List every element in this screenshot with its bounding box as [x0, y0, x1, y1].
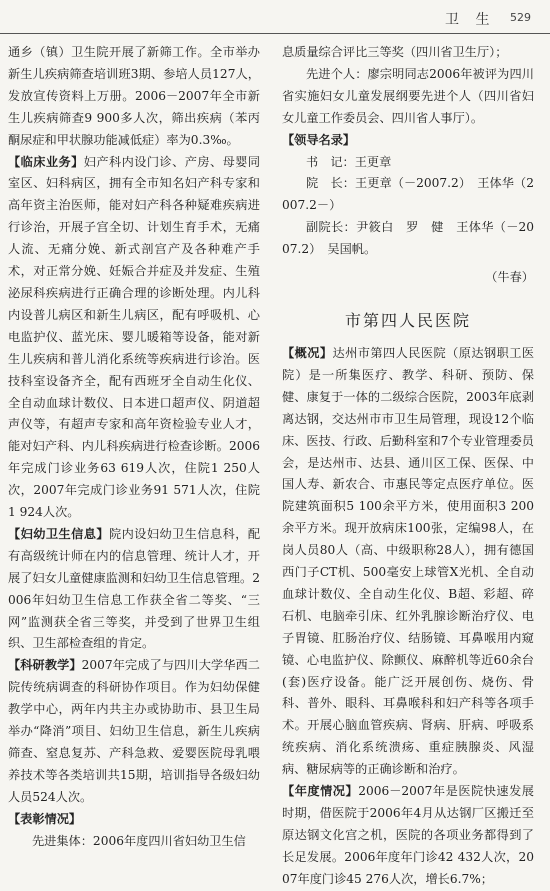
author-credit: （牛春）	[485, 270, 534, 285]
research-heading: 【科研教学】	[8, 658, 82, 673]
header-rule	[0, 33, 550, 34]
overview-section	[282, 343, 534, 781]
section-title: 卫 生	[445, 12, 496, 28]
award-heading: 【表彰情况】	[8, 811, 82, 826]
overview-text: 达州市第四人民医院（原达钢职工医院）是一所集医疗、教学、科研、预防、保健、康复于一体的二级综合医院，2003年底剥离达钢，交达州市市卫生局管理，现设12个临床、医技、行政、后勤科室和7个专业管理委员会，是达州市、达县、通川区工保、医保、中国人寿、新农合、市惠民等定点医疗单位。医院建筑面积5 100余平方米，使用面积3 200余平方米。现开放病床100张，定编98人，在岗人员80人（高、中级职称28人），拥有德国西门子CT机、500毫安上球管X光机、全自动血球计数仪、全自动生化仪、B超、彩超、碎石机、电脑牵引床、红外乳腺诊断治疗仪、电子胃镜、肛肠治疗仪、结肠镜、耳鼻喉用内窥镜、心电监护仪、除颤仪、麻醉机等近60余台(套)医疗设备。能广泛开展创伤、烧伤、骨科、普外、眼科、耳鼻喉科和妇产科等各项手术。开展心脑血管疾病、肾病、肝病、呼吸系统疾病、消化系统溃疡、重症胰腺炎、风湿病、糖尿病等的正确诊断和治疗。	[282, 345, 535, 777]
page-number: 529	[510, 11, 531, 24]
advanced-individual: 先进个人：廖宗明同志2006年被评为四川省实施妇女儿童发展纲要先进个人（四川省妇女儿童工作委员会、四川省人事厅）。	[282, 66, 534, 125]
award-continued: 息质量综合评比三等奖（四川省卫生厅）；	[282, 45, 508, 59]
left-column	[8, 42, 260, 853]
leaders-section	[282, 130, 534, 152]
annual-text: 2006－2007年是医院快速发展时期，借医院于2006年4月从达钢厂区搬迁至原达钢文化宫之机，医院的各项业务都得到了长足发展。2006年度年门诊42 432人次，2007年度门诊45 276人次，增长6.7%；	[282, 784, 534, 886]
clinical-heading: 【临床业务】	[8, 154, 84, 169]
page-header	[0, 0, 550, 40]
hospital-title: 市第四人民医院	[344, 310, 471, 330]
leader-president: 院 长：王更章（－2007.2） 王体华（2007.2－）	[282, 176, 534, 213]
info-section	[8, 524, 260, 655]
research-section	[8, 655, 260, 808]
award-text: 先进集体：2006年度四川省妇幼卫生信	[32, 833, 246, 848]
annual-heading: 【年度情况】	[282, 784, 359, 799]
leader-vice: 副院长：尹筱白 罗 健 王体华（－2007.2） 吴国帆。	[282, 220, 534, 257]
leader-secretary: 书 记：王更章	[306, 154, 392, 169]
annual-section	[282, 781, 534, 891]
info-text: 院内设妇幼卫生信息科，配有高级统计师在内的信息管理、统计人才，开展了妇女儿童健康监测和妇幼卫生信息管理。2006年妇幼卫生信息工作获全省二等奖、“三网”监测获全省三等奖，并受到了世界卫生组织、卫生部检查组的肯定。	[8, 526, 261, 651]
research-text: 2007年完成了与四川大学华西二院传统病调查的科研协作项目。作为妇幼保健教学中心，两年内共主办或协助市、县卫生局举办“降消”项目、妇幼卫生信息，新生儿疾病筛查、窒息复苏、产科急救、爱婴医院母乳喂养技术等各类培训共15期，培训指导各级妇幼人员524人次。	[8, 658, 260, 804]
info-heading: 【妇幼卫生信息】	[8, 526, 109, 541]
leaders-heading: 【领导名录】	[282, 132, 356, 147]
newborn-screening-paragraph: 通乡（镇）卫生院开展了新筛工作。全市举办新生儿疾病筛查培训班3期、参培人员127人，发放宣传资料上万册。2006－2007年全市新生儿疾病筛查9 900多人次，筛出疾病（苯丙酮尿症和甲状腺功能减低症）率为0.3‰。	[8, 45, 260, 147]
clinical-text: 妇产科内设门诊、产房、母婴同室区、妇科病区，拥有全市知名妇产科专家和高年资主治医师，能对妇产科各种疑难疾病进行诊治，开展子宫全切、计划生育手术，无痛人流、无痛分娩、新式剖宫产及各种难产手术，对正常分娩、妊娠合并症及并发症、生殖泌尿科疾病进行正确合理的诊断处理。内儿科内设普儿病区和新生儿病区，配有呼吸机、心电监护仪、蓝光床、婴儿暖箱等设备，能对新生儿疾病和普儿消化系统等疾病进行诊治。医技科室设备齐全，配有西班牙全自动生化仪、全自动血球计数仪、日本进口超声仪、阴道超声仪等，有超声专家和高年资检验专业人才，能对妇产科、内儿科疾病进行检查诊断。2006年完成门诊业务63 619人次，住院1 250人次，2007年完成门诊业务91 571人次，住院1 924人次。	[8, 154, 261, 520]
right-column	[282, 42, 534, 891]
clinical-section	[8, 152, 260, 524]
award-section	[8, 809, 260, 831]
overview-heading: 【概况】	[282, 345, 333, 360]
